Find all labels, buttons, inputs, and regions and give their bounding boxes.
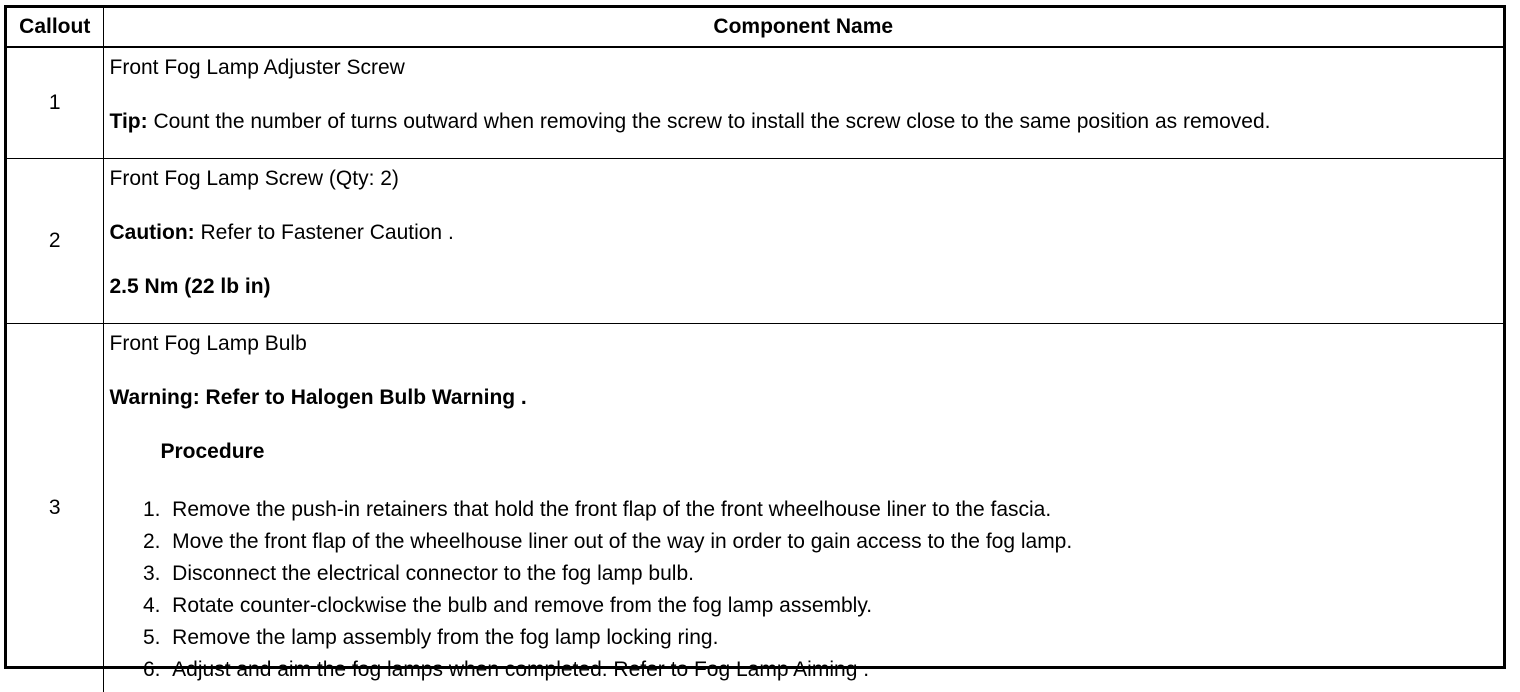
step-text: Remove the push-in retainers that hold the front flap of the front wheelhouse liner to the fascia. [172,494,1051,526]
callout-cell: 1 [7,47,103,159]
list-item [110,558,1498,590]
component-cell [103,324,1503,692]
step-number: 3. [110,558,161,590]
step-text: Adjust and aim the fog lamps when completed. Refer to Fog Lamp Aiming . [172,654,869,686]
callout-cell: 2 [7,159,103,324]
table-row [7,324,1503,692]
list-item [110,494,1498,526]
component-cell [103,159,1503,324]
step-text: Disconnect the electrical connector to the fog lamp bulb. [172,558,694,590]
tip-note [110,110,1498,134]
header-component-name: Component Name [103,8,1503,47]
step-text: Move the front flap of the wheelhouse liner out of the way in order to gain access to the fog lamp. [172,526,1072,558]
caution-text: Refer to Fastener Caution . [195,221,454,244]
step-number: 6. [110,654,161,686]
callout-cell: 3 [7,324,103,692]
table-row [7,47,1503,159]
procedure-title: Procedure [161,440,1498,464]
tip-text: Count the number of turns outward when removing the screw to install the screw close to the same position as removed. [148,110,1271,133]
list-item [110,654,1498,686]
header-row [7,8,1503,47]
step-text: Rotate counter-clockwise the bulb and remove from the fog lamp assembly. [172,590,872,622]
step-number: 1. [110,494,161,526]
component-table [7,8,1503,692]
component-cell [103,47,1503,159]
component-table-frame [4,5,1506,669]
table-row [7,159,1503,324]
list-item [110,526,1498,558]
step-number: 5. [110,622,161,654]
procedure-steps [110,494,1498,686]
component-name: Front Fog Lamp Bulb [110,332,1498,356]
torque-spec: 2.5 Nm (22 lb in) [110,275,1498,299]
header-callout: Callout [7,8,103,47]
step-number: 4. [110,590,161,622]
caution-label: Caution: [110,221,195,244]
list-item [110,590,1498,622]
component-name: Front Fog Lamp Screw (Qty: 2) [110,167,1498,191]
caution-note [110,221,1498,245]
step-number: 2. [110,526,161,558]
list-item [110,622,1498,654]
tip-label: Tip: [110,110,148,133]
step-text: Remove the lamp assembly from the fog lamp locking ring. [172,622,718,654]
component-name: Front Fog Lamp Adjuster Screw [110,56,1498,80]
warning-note: Warning: Refer to Halogen Bulb Warning . [110,386,1498,410]
